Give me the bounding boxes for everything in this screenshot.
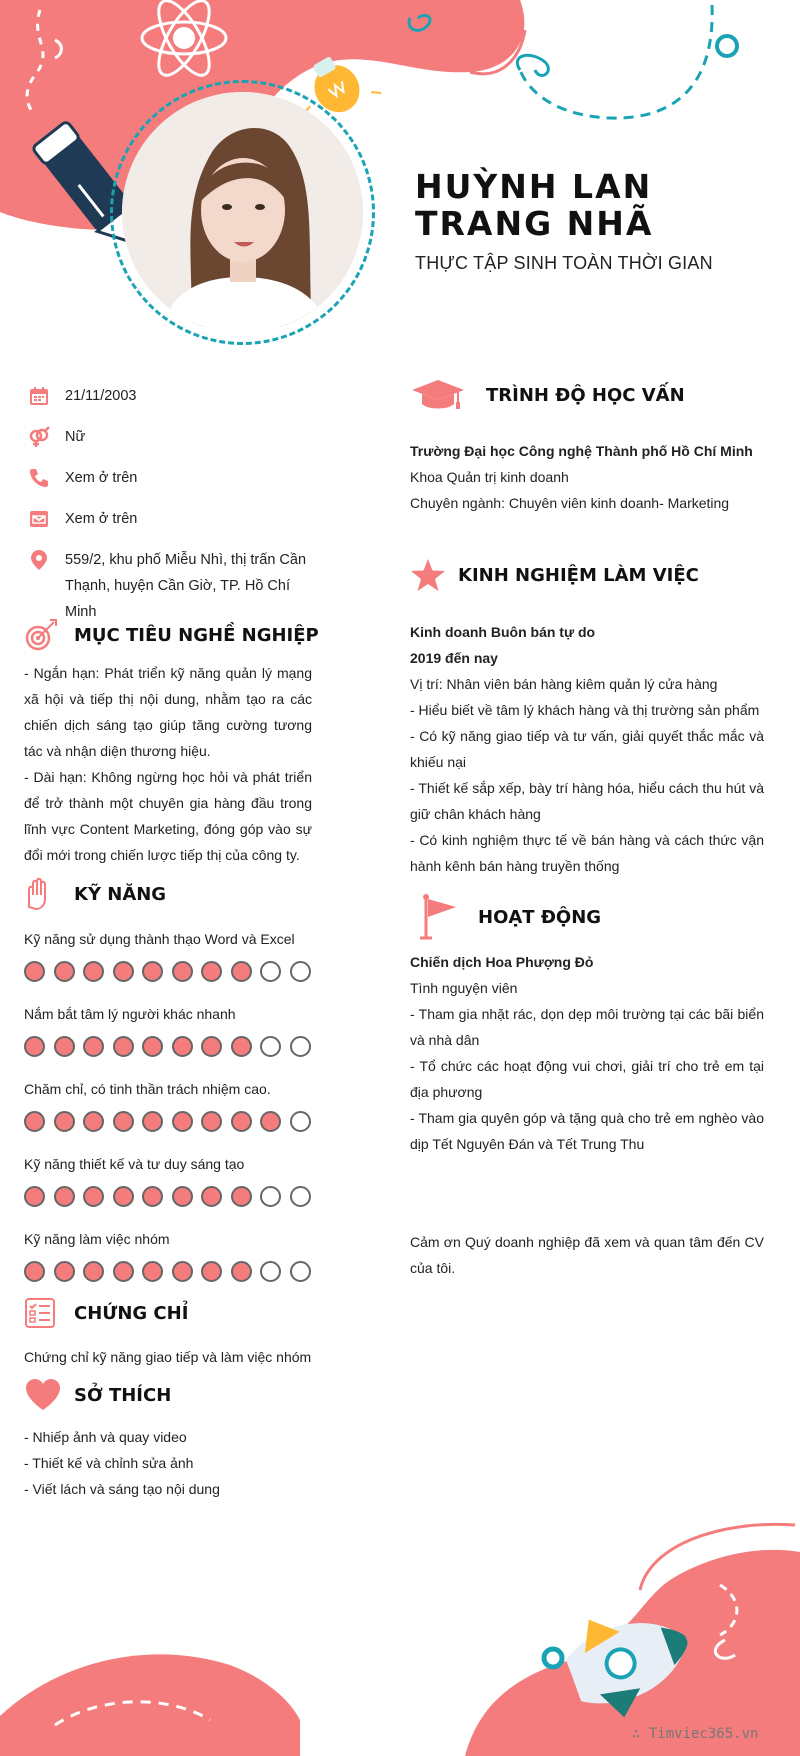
email-icon	[28, 508, 50, 530]
rating-dot-filled	[113, 1186, 134, 1207]
rating-dot-filled	[231, 1261, 252, 1282]
profile-photo	[110, 80, 375, 345]
experience-company: Kinh doanh Buôn bán tự do	[410, 624, 596, 640]
rating-dot-filled	[172, 1261, 193, 1282]
faculty: Khoa Quản trị kinh doanh	[410, 469, 569, 485]
watermark: ∴ Timviec365.vn	[632, 1726, 759, 1742]
gender-value: Nữ	[65, 429, 86, 445]
skills-title: KỸ NĂNG	[74, 883, 167, 905]
graduation-cap-icon	[410, 378, 466, 412]
experience-bullet: - Có kinh nghiệm thực tế về bán hàng và cách thức vận hành kênh bán hàng truyền thống	[410, 832, 764, 874]
skills-heading	[24, 877, 166, 911]
skill-label: Nắm bắt tâm lý người khác nhanh	[24, 1006, 236, 1022]
rating-dot-empty	[260, 1261, 281, 1282]
skill-rating	[24, 961, 324, 982]
checklist-icon	[24, 1297, 56, 1329]
activities-heading	[418, 893, 601, 941]
rating-dot-filled	[83, 1111, 104, 1132]
objective-long-term: - Dài hạn: Không ngừng học hỏi và phát triển để trở thành một chuyên gia hàng đầu trong lĩnh vực Content Marketing, đóng góp vào sự đổi mới trong chiến lược tiếp thị của công ty.	[24, 769, 312, 863]
skill-rating	[24, 1111, 324, 1132]
rating-dot-filled	[24, 1036, 45, 1057]
activity-bullet: - Tham gia quyên góp và tặng quà cho trẻ em nghèo vào dịp Tết Nguyên Đán và Tết Trung Thu	[410, 1110, 764, 1152]
activity-bullet: - Tổ chức các hoạt động vui chơi, giải trí cho trẻ em tại địa phương	[410, 1058, 764, 1100]
skill-rating	[24, 1261, 324, 1282]
rating-dot-empty	[290, 1036, 311, 1057]
contact-info	[28, 385, 328, 642]
rating-dot-filled	[201, 1111, 222, 1132]
closing-note: Cảm ơn Quý doanh nghiệp đã xem và quan tâm đến CV của tôi.	[410, 1234, 764, 1276]
rating-dot-filled	[113, 961, 134, 982]
rating-dot-filled	[54, 1261, 75, 1282]
rating-dot-empty	[290, 1111, 311, 1132]
rating-dot-filled	[201, 1186, 222, 1207]
major: Chuyên ngành: Chuyên viên kinh doanh- Marketing	[410, 495, 730, 511]
rating-dot-filled	[231, 961, 252, 982]
experience-position: Vị trí: Nhân viên bán hàng kiêm quản lý cửa hàng	[410, 676, 718, 692]
rating-dot-filled	[142, 1036, 163, 1057]
education-title: TRÌNH ĐỘ HỌC VẤN	[486, 384, 685, 406]
rating-dot-empty	[260, 1036, 281, 1057]
hobby-item: - Nhiếp ảnh và quay video	[24, 1429, 187, 1445]
objective-body	[24, 660, 312, 868]
rating-dot-filled	[260, 1111, 281, 1132]
contact-email	[28, 508, 328, 532]
experience-bullet: - Thiết kế sắp xếp, bày trí hàng hóa, hiểu cách thu hút và giữ chân khách hàng	[410, 780, 764, 822]
star-icon	[410, 558, 446, 592]
experience-heading	[410, 558, 699, 592]
skill-rating	[24, 1186, 324, 1207]
rating-dot-filled	[24, 961, 45, 982]
skill-label: Chăm chỉ, có tinh thần trách nhiệm cao.	[24, 1081, 271, 1097]
rating-dot-filled	[113, 1036, 134, 1057]
rating-dot-empty	[290, 961, 311, 982]
rating-dot-filled	[142, 961, 163, 982]
rating-dot-filled	[113, 1111, 134, 1132]
rating-dot-filled	[83, 1036, 104, 1057]
gender-icon	[28, 426, 50, 448]
activity-name: Chiến dịch Hoa Phượng Đỏ	[410, 954, 594, 970]
skills-list	[24, 929, 324, 1304]
calendar-icon	[28, 385, 50, 407]
teal-ring-bottom	[544, 1649, 562, 1667]
rating-dot-filled	[54, 1186, 75, 1207]
certificates-heading	[24, 1297, 188, 1329]
flag-icon	[418, 893, 458, 941]
rating-dot-empty	[260, 1186, 281, 1207]
experience-bullet: - Hiểu biết về tâm lý khách hàng và thị trường sản phẩm	[410, 702, 760, 718]
rating-dot-filled	[54, 1036, 75, 1057]
address-value: 559/2, khu phố Miễu Nhì, thị trấn Cần Thạnh, huyện Cần Giờ, TP. Hồ Chí Minh	[65, 552, 307, 620]
education-body	[410, 438, 770, 516]
rating-dot-empty	[290, 1186, 311, 1207]
contact-phone	[28, 467, 328, 491]
school-name: Trường Đại học Công nghệ Thành phố Hồ Chí Minh	[410, 443, 753, 459]
activity-role: Tình nguyện viên	[410, 980, 518, 996]
rating-dot-empty	[290, 1261, 311, 1282]
rating-dot-filled	[172, 961, 193, 982]
skill-label: Kỹ năng làm việc nhóm	[24, 1231, 170, 1247]
rating-dot-filled	[113, 1261, 134, 1282]
rating-dot-filled	[172, 1111, 193, 1132]
hobby-item: - Viết lách và sáng tạo nội dung	[24, 1481, 220, 1497]
rating-dot-filled	[24, 1111, 45, 1132]
experience-period: 2019 đến nay	[410, 650, 498, 666]
experience-body	[410, 619, 764, 879]
skill-rating	[24, 1036, 324, 1057]
email-value: Xem ở trên	[65, 511, 138, 527]
phone-value: Xem ở trên	[65, 470, 138, 486]
rating-dot-filled	[201, 961, 222, 982]
objective-title: MỤC TIÊU NGHỀ NGHIỆP	[74, 624, 319, 646]
rating-dot-filled	[83, 961, 104, 982]
activities-title: HOẠT ĐỘNG	[478, 906, 602, 928]
education-heading	[410, 378, 685, 412]
candidate-name: HUỲNH LAN TRANG NHÃ	[415, 167, 654, 243]
dashed-curve-teal	[520, 5, 712, 118]
phone-icon	[28, 467, 50, 489]
rating-dot-filled	[201, 1261, 222, 1282]
experience-title: KINH NGHIỆM LÀM VIỆC	[458, 564, 699, 586]
hobbies-title: SỞ THÍCH	[74, 1384, 172, 1406]
rating-dot-filled	[24, 1186, 45, 1207]
hobbies-list	[24, 1424, 324, 1502]
avatar	[122, 92, 363, 333]
rating-dot-filled	[172, 1036, 193, 1057]
location-pin-icon	[28, 549, 50, 571]
rating-dot-filled	[142, 1186, 163, 1207]
teal-ring-icon	[717, 36, 737, 56]
rating-dot-filled	[142, 1111, 163, 1132]
rating-dot-filled	[172, 1186, 193, 1207]
rating-dot-filled	[83, 1261, 104, 1282]
activity-bullet: - Tham gia nhặt rác, dọn dẹp môi trường tại các bãi biển và nhà dân	[410, 1006, 764, 1048]
rating-dot-filled	[54, 1111, 75, 1132]
birthday-value: 21/11/2003	[65, 388, 137, 404]
heart-icon	[24, 1378, 62, 1412]
contact-gender	[28, 426, 328, 450]
skill-label: Kỹ năng sử dụng thành thạo Word và Excel	[24, 931, 295, 947]
hobbies-heading	[24, 1378, 171, 1412]
target-icon	[24, 618, 58, 652]
job-title: THỰC TẬP SINH TOÀN THỜI GIAN	[415, 253, 713, 273]
rating-dot-filled	[231, 1036, 252, 1057]
rating-dot-filled	[231, 1111, 252, 1132]
activities-body	[410, 949, 764, 1157]
objective-heading	[24, 618, 319, 652]
rating-dot-empty	[260, 961, 281, 982]
hobby-item: - Thiết kế và chỉnh sửa ảnh	[24, 1455, 194, 1471]
rating-dot-filled	[201, 1036, 222, 1057]
skill-label: Kỹ năng thiết kế và tư duy sáng tạo	[24, 1156, 245, 1172]
rating-dot-filled	[54, 961, 75, 982]
rating-dot-filled	[142, 1261, 163, 1282]
hand-icon	[24, 877, 50, 911]
rating-dot-filled	[231, 1186, 252, 1207]
bottom-left-blob	[0, 1654, 300, 1756]
certificate-item: Chứng chỉ kỹ năng giao tiếp và làm việc nhóm	[24, 1349, 312, 1365]
experience-bullet: - Có kỹ năng giao tiếp và tư vấn, giải quyết thắc mắc và khiếu nại	[410, 728, 764, 770]
rating-dot-filled	[83, 1186, 104, 1207]
certificates-title: CHỨNG CHỈ	[74, 1302, 189, 1324]
objective-short-term: - Ngắn hạn: Phát triển kỹ năng quản lý mạng xã hội và tiếp thị nội dung, nhằm tạo ra các chiến dịch sáng tạo giúp tăng cường tương tác và nhận diện thương hiệu.	[24, 665, 312, 759]
contact-address	[28, 549, 328, 625]
contact-birthday	[28, 385, 328, 409]
rating-dot-filled	[24, 1261, 45, 1282]
